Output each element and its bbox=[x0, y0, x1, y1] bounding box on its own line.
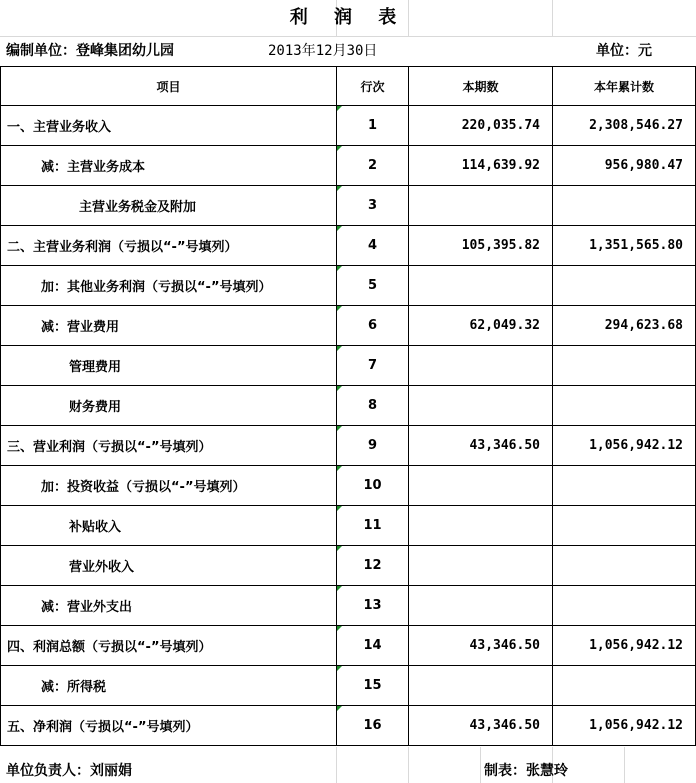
table-row bbox=[1, 186, 696, 226]
cell-marker-icon bbox=[337, 186, 342, 191]
item-cell[interactable]: 补贴收入 bbox=[1, 506, 337, 546]
row-no-cell[interactable]: 3 bbox=[337, 186, 409, 226]
item-cell[interactable]: 二、主营业务利润（亏损以“-”号填列） bbox=[1, 226, 337, 266]
table-row bbox=[1, 346, 696, 386]
item-cell[interactable]: 主营业务税金及附加 bbox=[1, 186, 337, 226]
table-row bbox=[1, 506, 696, 546]
ytd-cell[interactable] bbox=[553, 386, 696, 426]
item-cell[interactable]: 一、主营业务收入 bbox=[1, 106, 337, 146]
cell-marker-icon bbox=[337, 626, 342, 631]
current-cell[interactable] bbox=[409, 666, 553, 706]
current-cell[interactable]: 43,346.50 bbox=[409, 706, 553, 746]
table-row bbox=[1, 586, 696, 626]
ytd-cell[interactable] bbox=[553, 506, 696, 546]
current-cell[interactable]: 220,035.74 bbox=[409, 106, 553, 146]
table-row bbox=[1, 626, 696, 666]
ytd-cell[interactable] bbox=[553, 586, 696, 626]
current-cell[interactable] bbox=[409, 386, 553, 426]
table-row bbox=[1, 146, 696, 186]
header-ytd[interactable]: 本年累计数 bbox=[553, 67, 696, 106]
current-cell[interactable] bbox=[409, 346, 553, 386]
table-row bbox=[1, 306, 696, 346]
row-no-cell[interactable]: 1 bbox=[337, 106, 409, 146]
row-no-cell[interactable]: 8 bbox=[337, 386, 409, 426]
cell-marker-icon bbox=[337, 346, 342, 351]
cell-marker-icon bbox=[337, 546, 342, 551]
item-cell[interactable]: 减：营业外支出 bbox=[1, 586, 337, 626]
table-row bbox=[1, 266, 696, 306]
item-cell[interactable]: 减：营业费用 bbox=[1, 306, 337, 346]
item-cell[interactable]: 四、利润总额（亏损以“-”号填列） bbox=[1, 626, 337, 666]
table-header-row bbox=[1, 67, 696, 106]
row-no-cell[interactable]: 5 bbox=[337, 266, 409, 306]
current-cell[interactable]: 105,395.82 bbox=[409, 226, 553, 266]
cell-marker-icon bbox=[337, 266, 342, 271]
cell-marker-icon bbox=[337, 386, 342, 391]
row-no-cell[interactable]: 2 bbox=[337, 146, 409, 186]
item-cell[interactable]: 管理费用 bbox=[1, 346, 337, 386]
cell-marker-icon bbox=[337, 586, 342, 591]
ytd-cell[interactable]: 1,056,942.12 bbox=[553, 626, 696, 666]
item-cell[interactable]: 减：所得税 bbox=[1, 666, 337, 706]
item-cell[interactable]: 五、净利润（亏损以“-”号填列） bbox=[1, 706, 337, 746]
cell-marker-icon bbox=[337, 306, 342, 311]
row-no-cell[interactable]: 6 bbox=[337, 306, 409, 346]
current-cell[interactable]: 62,049.32 bbox=[409, 306, 553, 346]
responsible-person: 单位负责人：刘丽娟 bbox=[6, 763, 132, 779]
row-no-cell[interactable]: 11 bbox=[337, 506, 409, 546]
table-row bbox=[1, 386, 696, 426]
table-row bbox=[1, 706, 696, 746]
ytd-cell[interactable] bbox=[553, 666, 696, 706]
cell-marker-icon bbox=[337, 426, 342, 431]
cell-marker-icon bbox=[337, 146, 342, 151]
table-row bbox=[1, 106, 696, 146]
table-row bbox=[1, 226, 696, 266]
preparer: 制表：张慧玲 bbox=[484, 763, 568, 779]
ytd-cell[interactable] bbox=[553, 466, 696, 506]
preparing-unit: 编制单位：登峰集团幼儿园 bbox=[6, 43, 174, 59]
ytd-cell[interactable]: 956,980.47 bbox=[553, 146, 696, 186]
row-no-cell[interactable]: 16 bbox=[337, 706, 409, 746]
header-current[interactable]: 本期数 bbox=[409, 67, 553, 106]
current-cell[interactable]: 114,639.92 bbox=[409, 146, 553, 186]
current-cell[interactable]: 43,346.50 bbox=[409, 426, 553, 466]
report-date: 2013年12月30日 bbox=[268, 43, 378, 59]
ytd-cell[interactable]: 1,351,565.80 bbox=[553, 226, 696, 266]
item-cell[interactable]: 加：投资收益（亏损以“-”号填列） bbox=[1, 466, 337, 506]
ytd-cell[interactable]: 1,056,942.12 bbox=[553, 426, 696, 466]
ytd-cell[interactable] bbox=[553, 546, 696, 586]
row-no-cell[interactable]: 12 bbox=[337, 546, 409, 586]
row-no-cell[interactable]: 4 bbox=[337, 226, 409, 266]
item-cell[interactable]: 加：其他业务利润（亏损以“-”号填列） bbox=[1, 266, 337, 306]
report-title: 利 润 表 bbox=[289, 7, 407, 28]
current-cell[interactable] bbox=[409, 186, 553, 226]
ytd-cell[interactable] bbox=[553, 266, 696, 306]
currency-unit: 单位：元 bbox=[596, 43, 652, 59]
row-no-cell[interactable]: 15 bbox=[337, 666, 409, 706]
header-row-no[interactable]: 行次 bbox=[337, 67, 409, 106]
row-no-cell[interactable]: 14 bbox=[337, 626, 409, 666]
row-no-cell[interactable]: 9 bbox=[337, 426, 409, 466]
row-no-cell[interactable]: 7 bbox=[337, 346, 409, 386]
income-table bbox=[0, 66, 696, 746]
cell-marker-icon bbox=[337, 506, 342, 511]
current-cell[interactable] bbox=[409, 586, 553, 626]
table-row bbox=[1, 666, 696, 706]
item-cell[interactable]: 减：主营业务成本 bbox=[1, 146, 337, 186]
item-cell[interactable]: 三、营业利润（亏损以“-”号填列） bbox=[1, 426, 337, 466]
cell-marker-icon bbox=[337, 666, 342, 671]
cell-marker-icon bbox=[337, 706, 342, 711]
current-cell[interactable] bbox=[409, 506, 553, 546]
ytd-cell[interactable]: 2,308,546.27 bbox=[553, 106, 696, 146]
table-row bbox=[1, 466, 696, 506]
current-cell[interactable] bbox=[409, 546, 553, 586]
ytd-cell[interactable] bbox=[553, 346, 696, 386]
row-no-cell[interactable]: 10 bbox=[337, 466, 409, 506]
cell-marker-icon bbox=[337, 226, 342, 231]
ytd-cell[interactable]: 1,056,942.12 bbox=[553, 706, 696, 746]
current-cell[interactable] bbox=[409, 266, 553, 306]
cell-marker-icon bbox=[337, 466, 342, 471]
item-cell[interactable]: 财务费用 bbox=[1, 386, 337, 426]
table-row bbox=[1, 546, 696, 586]
item-cell[interactable]: 营业外收入 bbox=[1, 546, 337, 586]
ytd-cell[interactable]: 294,623.68 bbox=[553, 306, 696, 346]
ytd-cell[interactable] bbox=[553, 186, 696, 226]
current-cell[interactable]: 43,346.50 bbox=[409, 626, 553, 666]
cell-marker-icon bbox=[337, 106, 342, 111]
table-row bbox=[1, 426, 696, 466]
current-cell[interactable] bbox=[409, 466, 553, 506]
header-item[interactable]: 项目 bbox=[1, 67, 337, 106]
row-no-cell[interactable]: 13 bbox=[337, 586, 409, 626]
